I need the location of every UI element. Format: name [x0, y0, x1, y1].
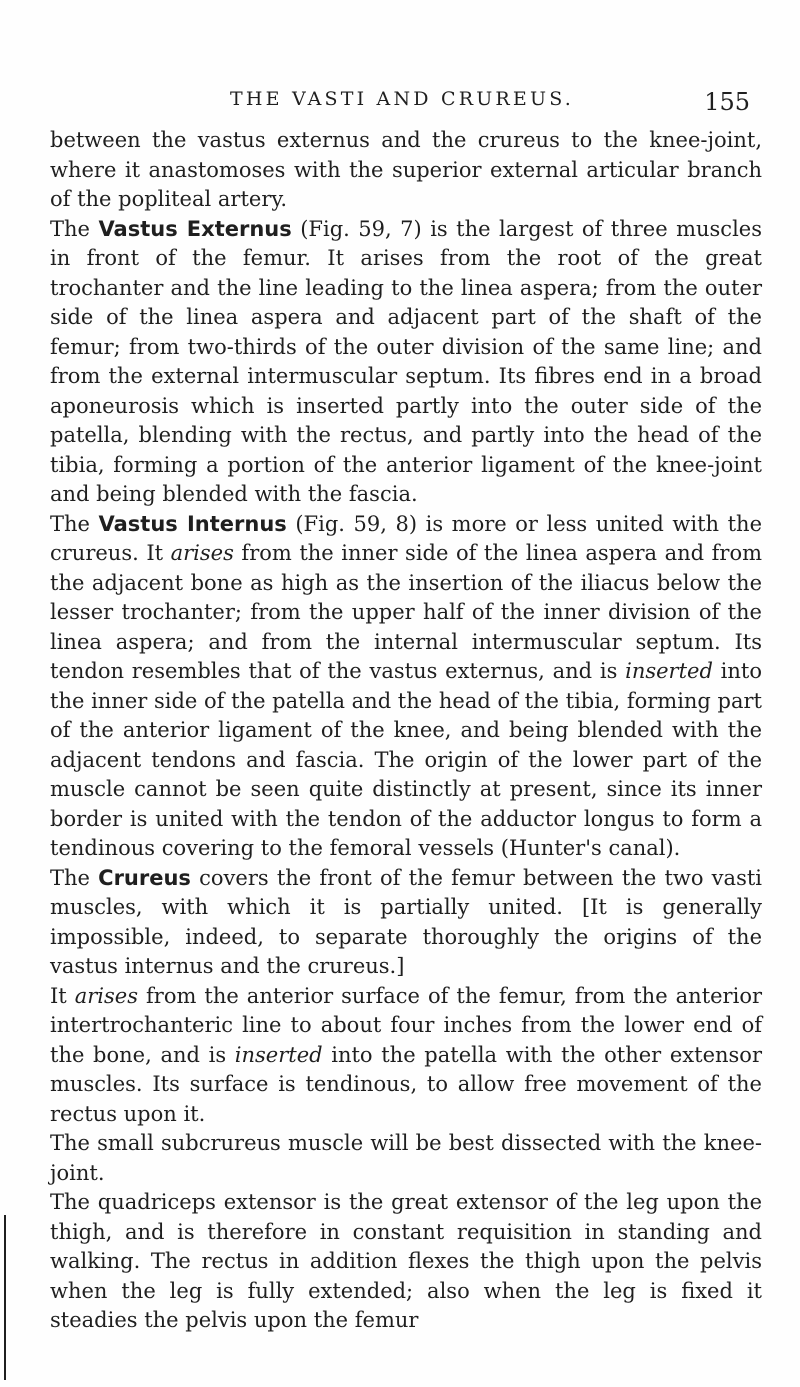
italic-term-inserted: inserted: [625, 659, 713, 683]
paragraph-lead: The: [50, 216, 99, 241]
running-head: THE VASTI AND CRUREUS.: [230, 88, 574, 110]
paragraph-subcrureus: [50, 1129, 762, 1188]
paragraph-text: (Fig. 59, 8) is more or less united with the crureus. It: [50, 511, 762, 565]
paragraph-text: into the inner side of the patella and the head of the tibia, forming part of the anterior ligament of the knee, and being blended with the adjacent tendons and fascia. The origin of the lower part of the muscle cannot be seen quite distinctly at present, since its inner border is united with the tendon of the adductor longus to form a tendinous covering to the femoral vessels (Hunter's canal).: [50, 659, 762, 860]
paragraph-text: between the vastus externus and the crureus to the knee-joint, where it anastomoses with the superior external articular branch of the popliteal artery.: [50, 128, 762, 211]
paragraph-text: The small subcrureus muscle will be best dissected with the knee-joint.: [50, 1131, 762, 1185]
paragraph-quadriceps: [50, 1188, 762, 1336]
italic-term-inserted: inserted: [234, 1042, 323, 1067]
italic-term-arises: arises: [74, 983, 139, 1008]
italic-term-arises: arises: [170, 541, 234, 565]
scan-edge-mark: [4, 1215, 6, 1380]
paragraph-vastus-externus: [50, 215, 762, 510]
paragraph-continuation: [50, 126, 762, 215]
paragraph-lead: The: [50, 511, 99, 536]
muscle-heading-crureus: Crureus: [98, 865, 191, 890]
muscle-heading-vastus-externus: Vastus Externus: [98, 216, 292, 241]
paragraph-lead: It: [50, 983, 75, 1008]
paragraph-lead: The: [50, 865, 99, 890]
paragraph-crureus: [50, 864, 762, 982]
paragraph-text: from the anterior surface of the femur, from the anterior intertrochanteric line to about four inches from the lower end of the bone, and is: [50, 983, 762, 1067]
page-number: 155: [704, 88, 750, 116]
paragraph-text: from the inner side of the linea aspera and from the adjacent bone as high as the insertion of the iliacus below the lesser trochanter; from the upper half of the inner division of the linea aspera; and from the internal intermuscular septum. Its tendon resembles that of the vastus externus, and is: [50, 541, 763, 683]
paragraph-vastus-internus: [50, 510, 762, 864]
paragraph-text: The quadriceps extensor is the great extensor of the leg upon the thigh, and is therefore in constant requisition in standing and walking. The rectus in addition flexes the thigh upon the pelvis when the leg is fully extended; also when the leg is fixed it steadies the pelvis upon the femur: [50, 1190, 762, 1332]
muscle-heading-vastus-internus: Vastus Internus: [98, 511, 287, 536]
paragraph-text: into the patella with the other extensor muscles. Its surface is tendinous, to allow free movement of the rectus upon it.: [50, 1042, 762, 1126]
paragraph-text: covers the front of the femur between the two vasti muscles, with which it is partially united. [It is generally impossible, indeed, to separate thoroughly the origins of the vastus internus and the crureus.]: [50, 865, 762, 978]
paragraph-crureus-origin: [50, 982, 762, 1130]
body-text: [50, 126, 762, 1336]
paragraph-text: (Fig. 59, 7) is the largest of three muscles in front of the femur. It arises from the root of the great trochanter and the line leading to the linea aspera; from the outer side of the linea aspera and adjacent part of the shaft of the femur; from two-thirds of the outer division of the same line; and from the external intermuscular septum. Its fibres end in a broad aponeurosis which is inserted partly into the outer side of the patella, blending with the rectus, and partly into the head of the tibia, forming a portion of the anterior ligament of the knee-joint and being blended with the fascia.: [50, 216, 762, 506]
page-header: [230, 88, 750, 118]
